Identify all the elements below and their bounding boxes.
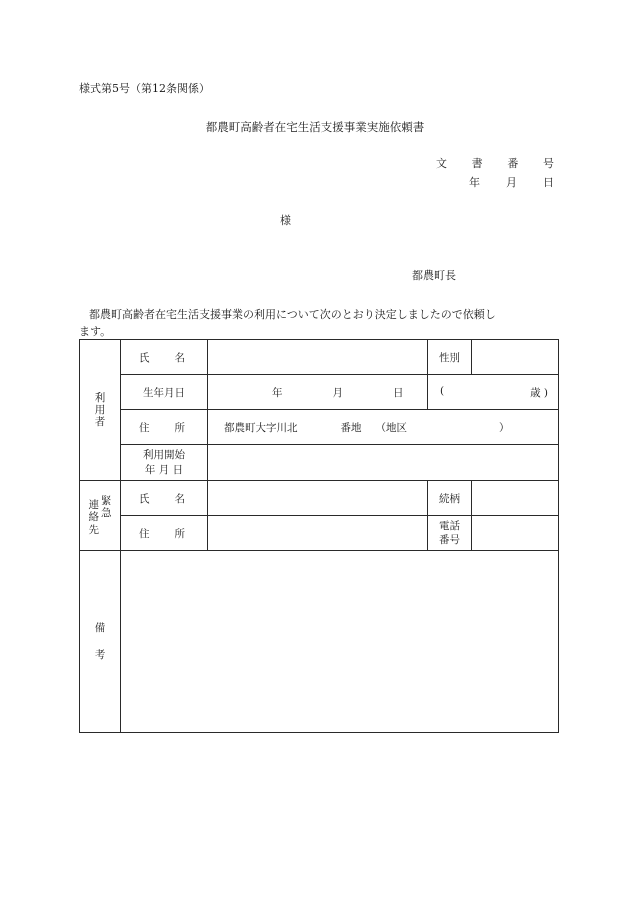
start-date-label: 利用開始 年 月 日 <box>121 445 208 481</box>
document-date-line <box>469 174 554 190</box>
relation-field[interactable] <box>472 481 559 516</box>
date-day: 日 <box>543 176 554 189</box>
age-field[interactable] <box>428 375 559 410</box>
birthdate-label: 生年月日 <box>121 375 208 410</box>
body-text-line2: ます。 <box>79 325 112 338</box>
address-field[interactable] <box>208 410 559 445</box>
address-label: 住 所 <box>121 410 208 445</box>
age-open-paren: ( <box>440 384 445 397</box>
document-title: 都農町高齢者在宅生活支援事業実施依頼書 <box>205 120 425 134</box>
name-label: 氏 名 <box>121 340 208 375</box>
age-unit: 歳 ) <box>530 386 548 399</box>
name-field[interactable] <box>208 340 428 375</box>
remarks-label: 備 考 <box>80 551 121 733</box>
doc-number-char: 書 <box>471 157 483 170</box>
date-year: 年 <box>469 176 480 189</box>
application-form-table <box>79 339 559 733</box>
birth-month-label: 月 <box>332 386 343 399</box>
emergency-address-field[interactable] <box>208 516 428 551</box>
address-banchi: 番地 <box>340 421 362 434</box>
relation-label: 続柄 <box>428 481 472 516</box>
body-text-line1: 都農町高齢者在宅生活支援事業の利用について次のとおり決定しましたので依頼し <box>89 308 496 321</box>
date-month: 月 <box>506 176 517 189</box>
form-number: 様式第5号（第12条関係） <box>79 82 210 95</box>
start-date-field[interactable] <box>208 445 559 481</box>
emergency-contact-label: 緊 急 連 絡 先 <box>80 481 121 551</box>
recipient-suffix: 様 <box>280 214 291 227</box>
user-group-label: 利 用 者 <box>80 340 121 481</box>
doc-number-char: 文 <box>436 157 447 170</box>
birthdate-field[interactable] <box>208 375 428 410</box>
birth-day-label: 日 <box>393 386 404 399</box>
emergency-name-label: 氏 名 <box>121 481 208 516</box>
birth-year-label: 年 <box>272 386 283 399</box>
document-number-line <box>436 155 554 171</box>
doc-number-char: 番 <box>507 157 519 170</box>
gender-field[interactable] <box>472 340 559 375</box>
remarks-field[interactable] <box>121 551 559 733</box>
address-prefix: 都農町大字川北 <box>224 421 298 434</box>
emergency-address-label: 住 所 <box>121 516 208 551</box>
address-close: ） <box>499 421 510 434</box>
phone-label: 電話 番号 <box>428 516 472 551</box>
doc-number-char: 号 <box>542 157 554 170</box>
gender-label: 性別 <box>428 340 472 375</box>
issuer: 都農町長 <box>412 269 456 282</box>
emergency-name-field[interactable] <box>208 481 428 516</box>
address-district: （地区 <box>375 421 407 434</box>
phone-field[interactable] <box>472 516 559 551</box>
